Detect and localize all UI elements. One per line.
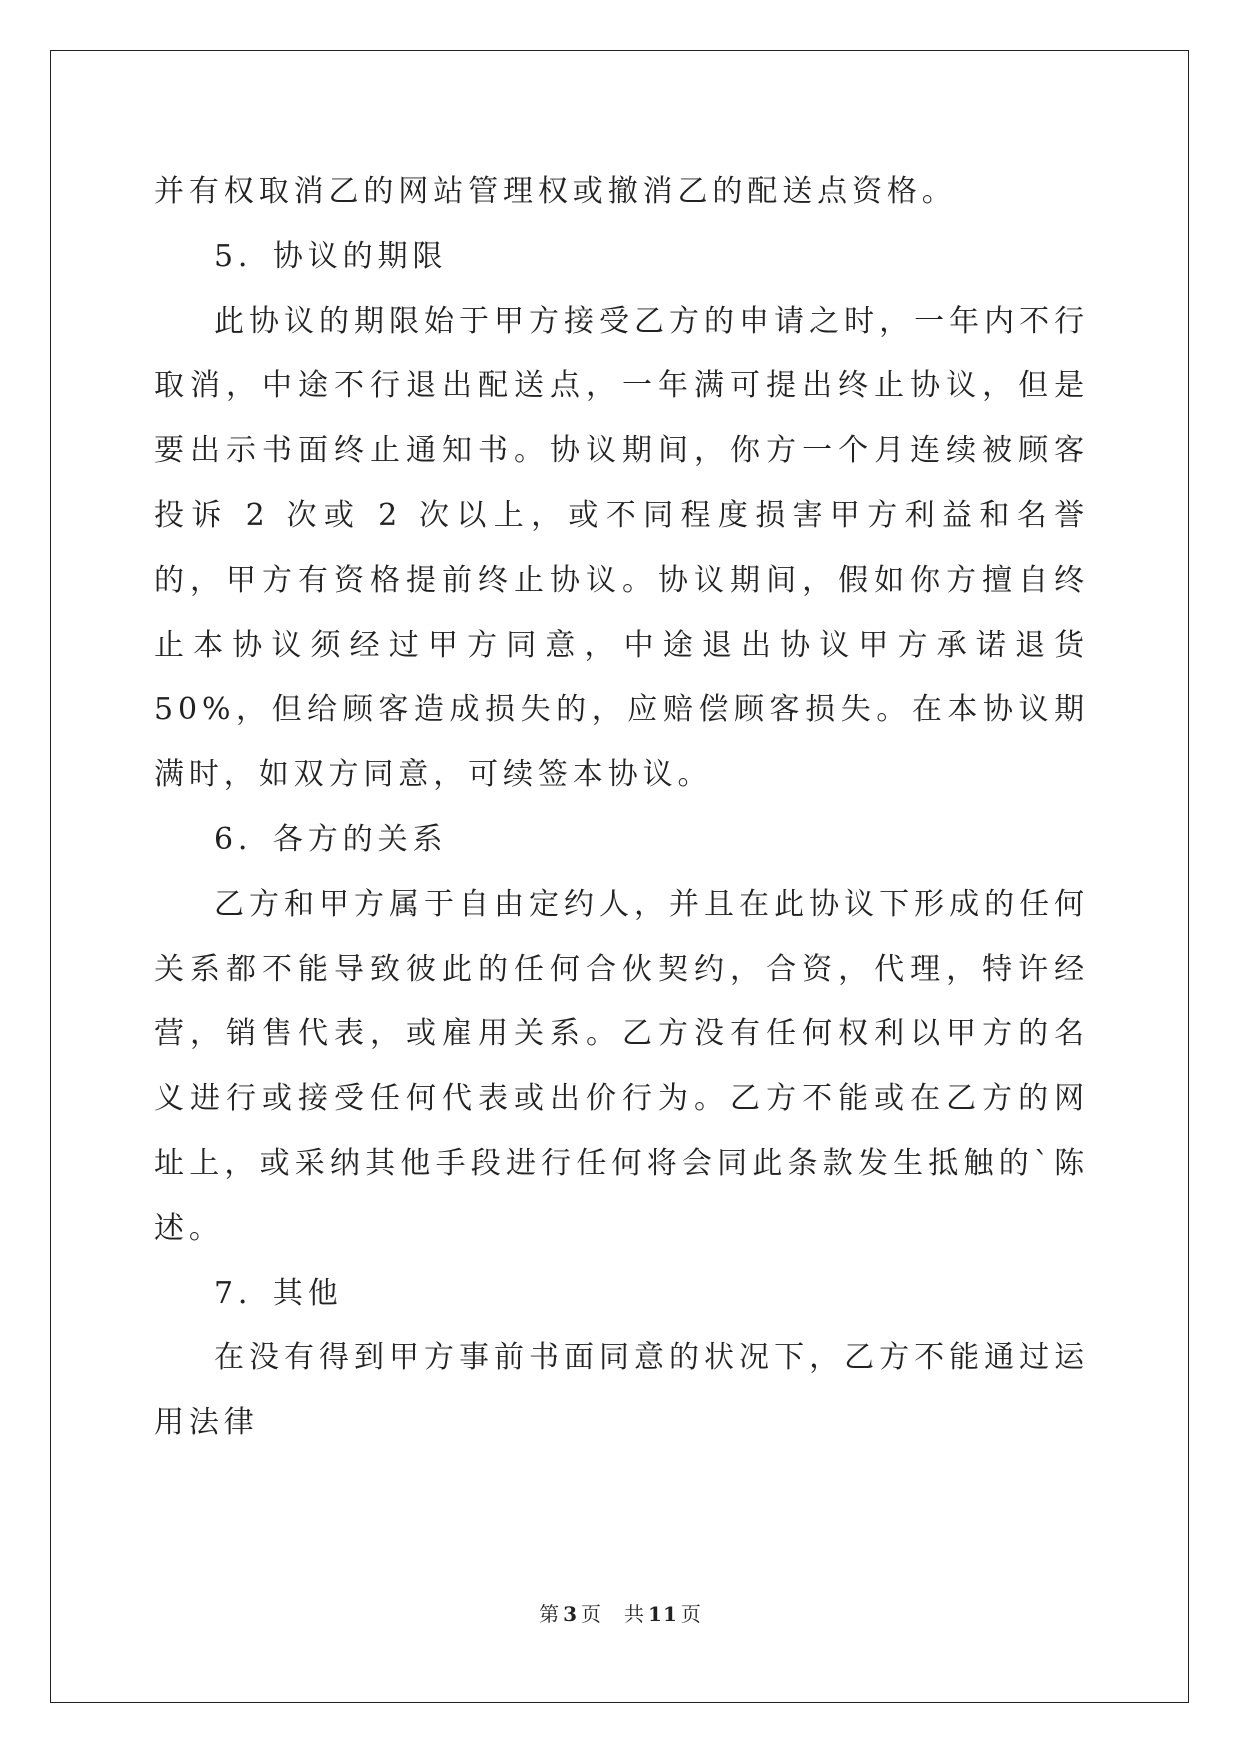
footer-total-prefix: 共 (624, 1602, 646, 1626)
section-heading: 6．各方的关系 (214, 821, 448, 857)
footer-total-suffix: 页 (680, 1602, 702, 1626)
footer-page-current: 3 (563, 1602, 579, 1626)
footer-page-total: 11 (648, 1602, 678, 1626)
footer-page-mid: 页 (581, 1602, 603, 1626)
section-heading: 7．其他 (214, 1275, 343, 1311)
paragraph: 此协议的期限始于甲方接受乙方的申请之时，一年内不行取消，中途不行退出配送点，一年满可提出终止协议，但是要出示书面终止通知书。协议期间，你方一个月连续被顾客投诉 2 次或 2 次以上，或不同程度损害甲方利益和名誉的，甲方有资格提前终止协议。协议期间，假如你方擅自终止本协议须经过甲方同意，中途退出协议甲方承诺退货 50%，但给顾客造成损失的，应赔偿顾客损失。在本协议期满时，如双方同意，可续签本协议。 (154, 303, 1089, 793)
paragraph: 乙方和甲方属于自由定约人，并且在此协议下形成的任何关系都不能导致彼此的任何合伙契约，合资，代理，特许经营，销售代表，或雇用关系。乙方没有任何权利以甲方的名义进行或接受任何代表或出价行为。乙方不能或在乙方的网址上，或采纳其他手段进行任何将会同此条款发生抵触的`陈述。 (154, 886, 1089, 1246)
footer-page-prefix: 第 (539, 1602, 561, 1626)
document-body (154, 160, 1089, 1456)
paragraph: 并有权取消乙的网站管理权或撤消乙的配送点资格。 (154, 174, 957, 209)
page-footer (0, 1598, 1241, 1627)
paragraph: 在没有得到甲方事前书面同意的状况下，乙方不能通过运用法律 (154, 1340, 1089, 1441)
section-heading: 5．协议的期限 (214, 238, 448, 274)
